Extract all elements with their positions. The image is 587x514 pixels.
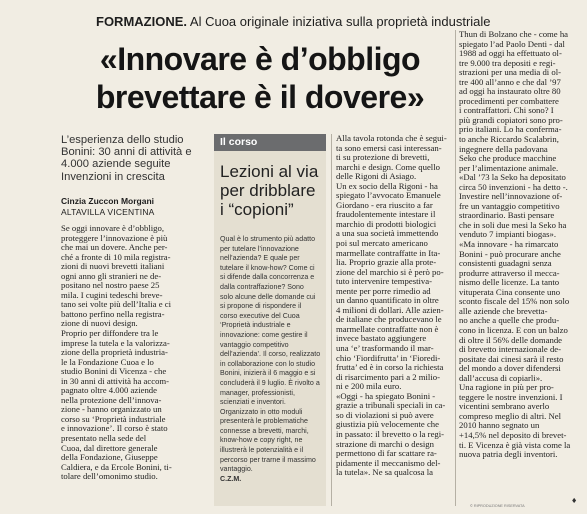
text-line: presenterà le problematiche bbox=[220, 417, 308, 426]
text-line: i contraffattori. Chi sono? I bbox=[459, 105, 554, 116]
text-line: presentato nella sede del bbox=[61, 433, 147, 444]
sidebar-title-line: per dribblare bbox=[220, 181, 316, 200]
text-line: Bonini - può procurare anche bbox=[459, 248, 561, 259]
text-line: ché a fronte di 10 mila registra- bbox=[61, 251, 171, 262]
text-line: permettono di far scattare ra- bbox=[336, 448, 437, 459]
article-column-1 bbox=[61, 224, 208, 482]
text-line: a una sua società immettendo bbox=[336, 228, 439, 239]
text-line: che mai un dovere. Anche per- bbox=[61, 242, 168, 253]
text-line: vituperata Cina consente uno bbox=[459, 286, 561, 297]
text-line: Giordano - era riuscito a far bbox=[336, 199, 433, 210]
text-line: marmellate contraffatte in Ita- bbox=[336, 247, 441, 258]
text-line: nismo delle licenze. La tanto bbox=[459, 277, 560, 288]
text-line: Thun di Bolzano che - come ha bbox=[459, 29, 569, 39]
text-line: marmellate contraffatte non è bbox=[336, 323, 439, 334]
text-line: tutelare il know-how? Come ci bbox=[220, 263, 315, 272]
text-line: «Dal ’73 la Seko ha depositato bbox=[459, 172, 566, 183]
text-line: in 30 anni di attività ha accom- bbox=[61, 375, 170, 386]
text-line: e innovazione’. Il corso è stato bbox=[61, 423, 168, 434]
text-line: connesse a brevetti, marchi, bbox=[220, 426, 309, 435]
text-line: sconto fiscale del 15% non solo bbox=[459, 296, 570, 307]
subheading-line: Invenzioni in crescita bbox=[61, 170, 165, 183]
text-line: mente per porre rimedio ad bbox=[336, 285, 431, 296]
text-line: per l’alimentazione animale. bbox=[459, 162, 559, 173]
text-line: pagnato oltre 4.000 aziende bbox=[61, 385, 158, 396]
text-line: del mondo a dover difendersi bbox=[459, 363, 561, 374]
text-line: compreso meglio di altri. Nel bbox=[459, 410, 562, 421]
text-line: della Fondazione, Giuseppe bbox=[61, 452, 158, 463]
headline-line-2: brevettare è il dovere» bbox=[95, 79, 425, 115]
copyright-note: © RIPRODUZIONE RISERVATA bbox=[470, 504, 525, 508]
text-line: proteggere l’innovazione è più bbox=[61, 232, 168, 243]
sidebar-box bbox=[214, 134, 326, 506]
text-line: cono in licenza. E con un balzo bbox=[459, 324, 568, 335]
text-line: marchi e design. Come quello bbox=[336, 161, 440, 172]
text-line: solo alcune delle domande cui bbox=[220, 292, 316, 301]
text-line: strazione di marchi o design bbox=[336, 438, 434, 449]
text-line: di oltre il 56% delle domande bbox=[459, 334, 563, 345]
text-line: Se oggi innovare è d’obbligo, bbox=[61, 223, 165, 233]
text-line: vantaggio competitivo bbox=[220, 340, 289, 349]
text-line: zione della proprietà industria- bbox=[61, 347, 168, 358]
text-line: illustrerà le potenzialità e il bbox=[220, 446, 304, 455]
author-name: Cinzia Zuccon Morgani bbox=[61, 196, 155, 206]
text-line: poi sul mercato americano bbox=[336, 238, 428, 249]
headline-line-1: «Innovare è d’obbligo bbox=[99, 41, 421, 77]
text-line: alle aziende che brevetta- bbox=[459, 305, 548, 316]
text-line: ni e 200 mila euro. bbox=[336, 381, 402, 392]
sidebar-signature: C.Z.M. bbox=[220, 474, 242, 483]
text-line: in collaborazione con lo studio bbox=[220, 359, 316, 368]
sidebar-body bbox=[220, 235, 324, 484]
text-line: marchio di prodotti biologici bbox=[336, 218, 437, 229]
text-line: vicentini sembrano averlo bbox=[459, 401, 550, 412]
text-line: mila. I cugini tedeschi breve- bbox=[61, 289, 163, 300]
end-mark: ♦ bbox=[571, 497, 578, 505]
text-line: grazie a tribunali speciali in ca- bbox=[336, 400, 446, 411]
text-line: Qual è lo strumento più adatto bbox=[220, 235, 316, 243]
text-line: venduto 7 impianti biogas». bbox=[459, 229, 557, 240]
text-line: so di violazioni si può avere bbox=[336, 409, 434, 420]
text-line: 2010 hanno segnato un bbox=[459, 420, 540, 431]
text-line: consistenti guadagni senza bbox=[459, 258, 552, 269]
text-line: positano nel nostro paese 25 bbox=[61, 280, 160, 291]
text-line: di risarcimento pari a 2 milio- bbox=[336, 371, 440, 382]
text-line: concluderà il 9 luglio. È rivolto a bbox=[220, 378, 320, 387]
kicker-section: FORMAZIONE. bbox=[96, 14, 187, 29]
text-line: innovazione: come gestire il bbox=[220, 330, 308, 339]
text-line: zioni di nuovi brevetti italiani bbox=[61, 261, 165, 272]
text-line: circa 50 invenzioni - ha detto -. bbox=[459, 181, 568, 192]
text-line: imprese la tutela e la valorizza- bbox=[61, 337, 170, 348]
subheading-line: Bonini: 30 anni di attività e bbox=[61, 146, 192, 159]
sidebar-tag: Il corso bbox=[214, 134, 326, 151]
text-line: nell’azienda? E quale per bbox=[220, 254, 300, 263]
text-line: più grandi copiatori sono pro- bbox=[459, 114, 563, 125]
text-line: Bonini, inizierà il 6 maggio e si bbox=[220, 369, 316, 378]
text-line: le la Fondazione Cuoa e lo bbox=[61, 356, 154, 367]
column-divider bbox=[455, 30, 456, 506]
text-line: Una ragione in più per pro- bbox=[459, 382, 554, 393]
text-line: ti su protezione di brevetti, bbox=[336, 152, 430, 163]
headline bbox=[64, 40, 456, 116]
text-line: strazioni per una media di ol- bbox=[459, 67, 562, 78]
text-line: scienziati e inventori. bbox=[220, 398, 286, 407]
text-line: spiegato l’avvocato Emanuele bbox=[336, 190, 441, 201]
dateline-place: ALTAVILLA VICENTINA bbox=[61, 207, 155, 217]
text-line: ta sono emersi casi interessan- bbox=[336, 142, 442, 153]
text-line: de italiane che producevano le bbox=[336, 314, 442, 325]
text-line: vantaggio. bbox=[220, 465, 253, 474]
text-line: corso su ‘Proprietà industriale bbox=[61, 413, 166, 424]
text-line: ad oggi ha instaurato oltre 80 bbox=[459, 86, 561, 97]
text-line: «Ma innovare - ha rimarcato bbox=[459, 239, 559, 250]
text-line: manager, professionisti, bbox=[220, 388, 295, 397]
text-line: fre un vantaggio competitivo bbox=[459, 200, 560, 211]
subheading-line: 4.000 aziende seguite bbox=[61, 158, 171, 171]
article-column-4 bbox=[459, 30, 577, 460]
text-line: Investire nell’innovazione of- bbox=[459, 191, 563, 202]
text-line: straordinario. Basti pensare bbox=[459, 210, 555, 221]
kicker bbox=[96, 14, 491, 29]
article-column-3 bbox=[336, 134, 450, 478]
text-line: zione di nuovi design. bbox=[61, 318, 138, 329]
text-line: +14,5% nel deposito di brevet- bbox=[459, 429, 567, 440]
text-line: to anche Riccardo Scalabrin, bbox=[459, 134, 559, 145]
text-line: prio italiani. Lo ha conferma- bbox=[459, 124, 562, 135]
text-line: una ‘e’ trasformando il mar- bbox=[336, 343, 434, 354]
text-line: Seko che produce macchine bbox=[459, 153, 557, 164]
text-line: frutta’ ed è in corso la richiesta bbox=[336, 362, 444, 373]
text-line: invece bastato aggiungere bbox=[336, 333, 427, 344]
text-line: positate dai cinesi sarà il resto bbox=[459, 353, 564, 364]
text-line: corso executive del Cuoa bbox=[220, 311, 300, 320]
text-line: la tutela». Ne sa qualcosa la bbox=[336, 467, 433, 478]
text-line: si propone di rispondere il bbox=[220, 302, 302, 311]
text-line: nella protezione dell’innova- bbox=[61, 394, 162, 405]
text-line: pidamente il meccanismo del- bbox=[336, 457, 441, 468]
text-line: dell’azienda’. Il corso, realizzato bbox=[220, 350, 321, 359]
text-line: know-how e copy right, ne bbox=[220, 436, 303, 445]
text-line: ingegnere della padovana bbox=[459, 143, 548, 154]
text-line: percorso per trarne il massimo bbox=[220, 455, 316, 464]
text-line: ‘Proprietà industriale e bbox=[220, 321, 291, 330]
text-line: nuova patria degli inventori. bbox=[459, 449, 558, 460]
text-line: Alla tavola rotonda che è segui- bbox=[336, 133, 447, 143]
column-divider bbox=[331, 134, 332, 506]
text-line: no anche a quelle che produ- bbox=[459, 315, 560, 326]
text-line: zione del marchio si è però po- bbox=[336, 266, 444, 277]
text-line: 4 milioni di dollari. Alle azien- bbox=[336, 304, 444, 315]
text-line: di brevetto internazionale de- bbox=[459, 344, 562, 355]
sidebar-title bbox=[220, 162, 325, 219]
text-line: si difende dalla concorrenza e bbox=[220, 273, 315, 282]
text-line: Un ex socio della Rigoni - ha bbox=[336, 180, 438, 191]
text-line: dalla contraffazione? Sono bbox=[220, 282, 304, 291]
text-line: 1988 ad oggi ha effettuato ol- bbox=[459, 48, 562, 59]
text-line: battono perfino nella registra- bbox=[61, 308, 165, 319]
text-line: Cuoa, dal direttore generale bbox=[61, 442, 158, 453]
text-line: produrre attraverso il mecca- bbox=[459, 267, 560, 278]
text-line: tolare dell’omonimo studio. bbox=[61, 471, 158, 482]
sidebar-title-line: i “copioni” bbox=[220, 200, 294, 219]
text-line: dall’accusa di copiarli». bbox=[459, 372, 543, 383]
text-line: zione - hanno organizzato un bbox=[61, 404, 162, 415]
text-line: giustizia più velocemente che bbox=[336, 419, 440, 430]
kicker-text: Al Cuoa originale iniziativa sulla proprietà industriale bbox=[189, 14, 491, 29]
text-line: chio ‘Fiordifrutta’ in ‘Fioredi- bbox=[336, 352, 441, 363]
subheading-line: L’esperienza dello studio bbox=[61, 134, 184, 146]
text-line: tre 9.000 tra depositi e regi- bbox=[459, 57, 556, 68]
text-line: spiegato l’ad Paolo Denti - dal bbox=[459, 38, 565, 49]
text-line: teggere le nostre invenzioni. I bbox=[459, 391, 563, 402]
sidebar-title-line: Lezioni al via bbox=[220, 162, 319, 181]
text-line: fraudolentemente intestare il bbox=[336, 209, 436, 220]
text-line: un danno quantificato in oltre bbox=[336, 295, 439, 306]
text-line: delle Rigoni di Asiago. bbox=[336, 171, 417, 182]
text-line: «Oggi - ha spiegato Bonini - bbox=[336, 390, 436, 401]
text-line: tuto intervenire tempestiva- bbox=[336, 276, 433, 287]
text-line: ti. E Vicenza è già vista come la bbox=[459, 439, 571, 450]
text-line: studio Bonini di Vicenza - che bbox=[61, 366, 167, 377]
text-line: Caldiera, e da Ercole Bonini, ti- bbox=[61, 461, 172, 472]
text-line: procedimenti per combattere bbox=[459, 95, 559, 106]
text-line: lia. Proprio grazie alla prote- bbox=[336, 257, 437, 268]
text-line: per tutelare l’innovazione bbox=[220, 244, 299, 253]
text-line: Organizzato in otto moduli bbox=[220, 407, 303, 416]
text-line: in passato: il brevetto o la regi- bbox=[336, 428, 445, 439]
text-line: ogni anno gli stranieri ne de- bbox=[61, 270, 162, 281]
text-line: che in soli due mesi la Seko ha bbox=[459, 219, 567, 230]
text-line: tano sei volte più dell’Italia e ci bbox=[61, 299, 172, 310]
text-line: tre 400 all’anno e che dal ’97 bbox=[459, 76, 561, 87]
text-line: Proprio per diffondere tra le bbox=[61, 328, 159, 339]
